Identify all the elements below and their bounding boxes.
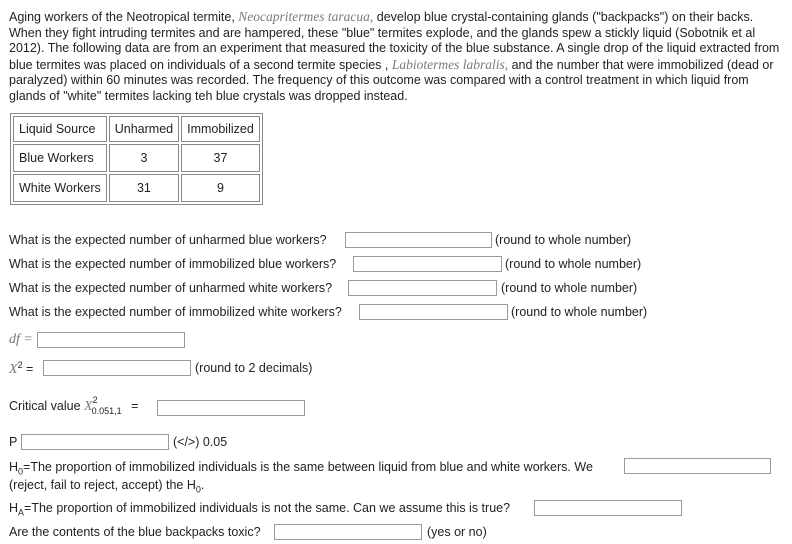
h0-options-period: . (200, 478, 205, 492)
chi-exponent: 2 (17, 360, 23, 370)
h0-subscript: 0 (18, 466, 24, 477)
critical-value-label (9, 397, 138, 416)
chi-equals: = (22, 362, 34, 377)
h0-options-subscript: 0 (195, 484, 201, 495)
df-label: df = (9, 332, 33, 347)
intro-text-2: develop blue crystal-containing glands ("backpacks") on their backs. When they fight intruding termites and are hampered, these "blue" termites explode, and the glands spew a stickly liquid (Sobotnik et al 2012). The following data are from an experiment that measured the toxicity of the blue substance. A single drop of the liquid extracted from blue termites was placed on individuals of a second termite species , (9, 10, 780, 72)
p-value-input[interactable] (21, 434, 169, 450)
cell-immobilized: 37 (181, 144, 260, 172)
chi-square-input[interactable] (43, 360, 191, 376)
ha-text: =The proportion of immobilized individuals is not the same. Can we assume this is true? (24, 501, 511, 515)
header-unharmed: Unharmed (109, 116, 179, 142)
question-unharmed-white: What is the expected number of unharmed white workers? (9, 281, 333, 295)
species-name-2: Labiotermes labralis, (391, 56, 509, 72)
df-input[interactable] (37, 332, 185, 348)
toxic-question: Are the contents of the blue backpacks toxic? (9, 525, 261, 539)
answer-unharmed-blue-input[interactable] (345, 232, 492, 248)
h0-text: =The proportion of immobilized individuals is the same between liquid from blue and white workers. We (23, 460, 593, 474)
round-hint: (round to whole number) (495, 233, 632, 247)
h0-decision-input[interactable] (624, 458, 771, 474)
ha-answer-input[interactable] (534, 500, 682, 516)
critical-subscript: 0.051,1 (91, 405, 122, 416)
p-label: P (9, 435, 18, 449)
h0-options-text: (reject, fail to reject, accept) the H (9, 478, 196, 492)
round-hint: (round to whole number) (511, 305, 648, 319)
toxic-answer-input[interactable] (274, 524, 422, 540)
answer-unharmed-white-input[interactable] (348, 280, 497, 296)
question-immobilized-blue: What is the expected number of immobilized blue workers? (9, 257, 337, 271)
p-compare-hint: (</>) 0.05 (173, 435, 228, 449)
answer-immobilized-white-input[interactable] (359, 304, 508, 320)
species-name-1: Neocapritermes taracua, (238, 9, 374, 24)
ha-letter: H (9, 501, 19, 515)
table-header-row (13, 116, 260, 142)
chi-symbol: X (9, 362, 18, 378)
ha-subscript: A (18, 507, 25, 518)
chi-square-label (9, 360, 33, 378)
cell-unharmed: 3 (109, 144, 179, 172)
row-source: Blue Workers (13, 144, 107, 172)
round-2dec-hint: (round to 2 decimals) (195, 361, 313, 375)
header-immobilized: Immobilized (181, 116, 260, 142)
intro-text-1: Aging workers of the Neotropical termite, (9, 10, 239, 24)
table-row (13, 144, 260, 172)
h0-statement (9, 460, 593, 477)
table-row (13, 174, 260, 202)
chi-symbol: X (84, 399, 93, 415)
intro-text-3: and the number that were immobilized (dead or paralyzed) within 60 minutes was recorded. The frequency of this outcome was compared with a control treatment in which liquid from glands of "white" termites lacking teh blue crystals was dropped instead. (9, 57, 774, 103)
h0-letter: H (9, 460, 19, 474)
row-source: White Workers (13, 174, 107, 202)
intro-paragraph (9, 9, 785, 105)
answer-immobilized-blue-input[interactable] (353, 256, 502, 272)
h0-options (9, 478, 204, 495)
cell-immobilized: 9 (181, 174, 260, 202)
cell-unharmed: 31 (109, 174, 179, 202)
critical-value-text: Critical value (9, 399, 85, 414)
ha-statement (9, 501, 510, 518)
data-table (10, 113, 263, 205)
question-unharmed-blue: What is the expected number of unharmed blue workers? (9, 233, 327, 247)
critical-equals: = (131, 399, 139, 414)
yes-no-hint: (yes or no) (427, 525, 487, 539)
critical-value-input[interactable] (157, 400, 305, 416)
round-hint: (round to whole number) (501, 281, 638, 295)
critical-exponent: 2 (92, 395, 98, 405)
header-liquid-source: Liquid Source (13, 116, 107, 142)
question-immobilized-white: What is the expected number of immobilized white workers? (9, 305, 342, 319)
round-hint: (round to whole number) (505, 257, 642, 271)
